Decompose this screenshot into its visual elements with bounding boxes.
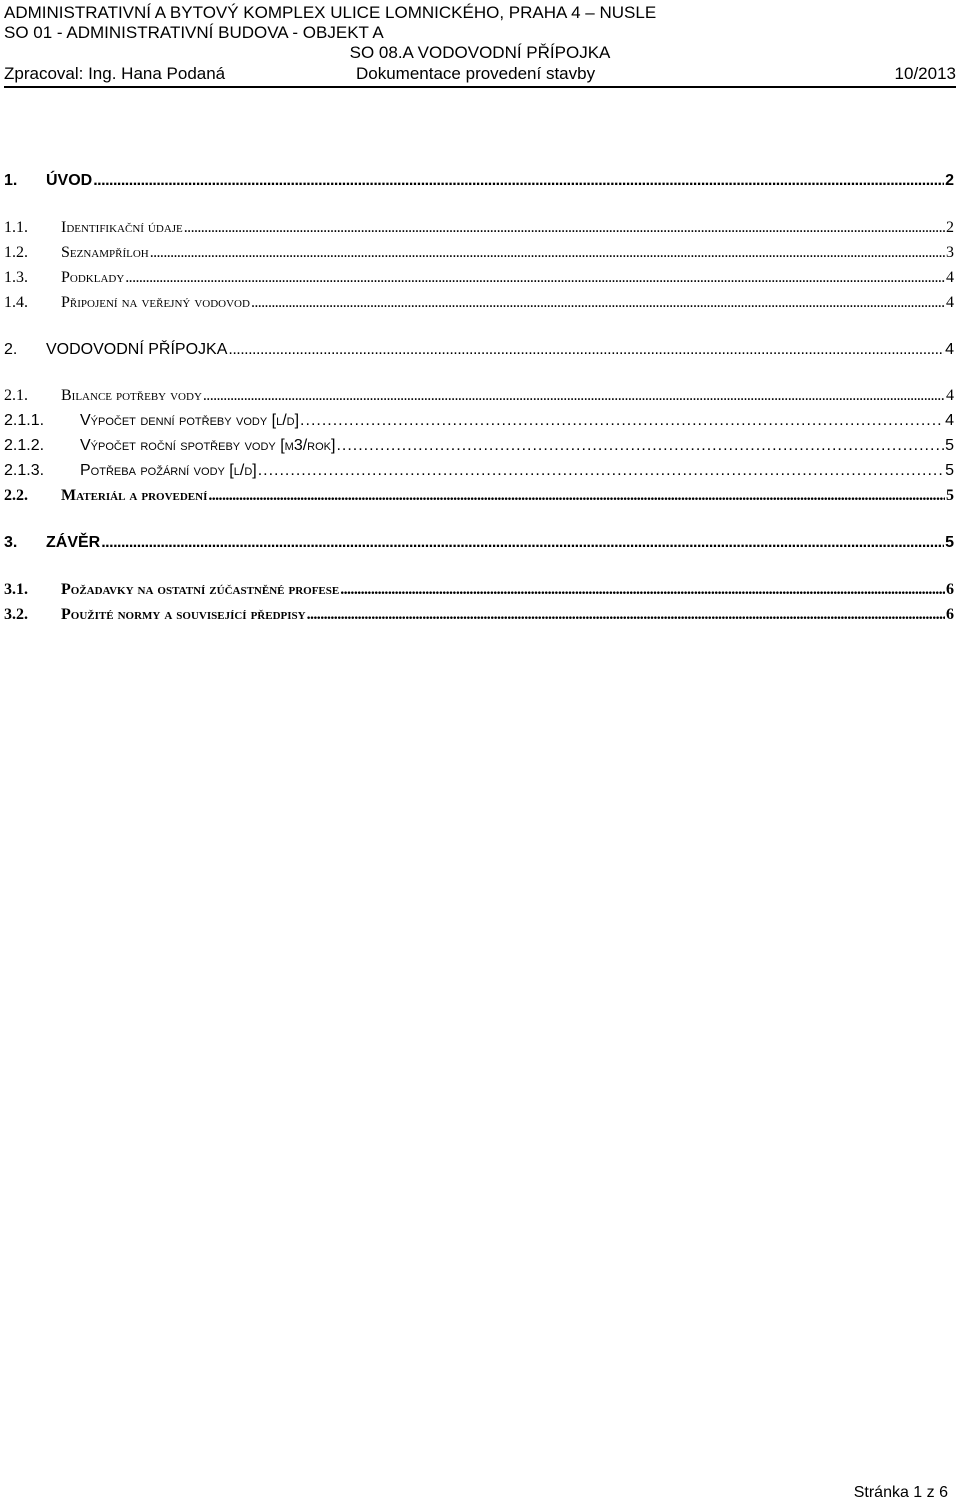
toc-leader xyxy=(203,387,945,405)
toc-leader xyxy=(340,581,945,599)
document-type: Dokumentace provedení stavby xyxy=(356,64,596,83)
toc-number: 1.4. xyxy=(4,294,28,311)
toc-page: 5 xyxy=(946,487,954,504)
page-number: Stránka 1 z 6 xyxy=(853,1484,948,1501)
toc-title: Materiál a provedení xyxy=(61,487,208,504)
toc-title: Bilance potřeby vody xyxy=(61,387,202,404)
toc-entry[interactable] xyxy=(4,337,954,359)
toc-page: 4 xyxy=(946,387,954,404)
toc-page: 4 xyxy=(946,269,954,286)
toc-page: 5 xyxy=(945,462,954,479)
section-title: SO 08.A VODOVODNÍ PŘÍPOJKA xyxy=(349,43,611,62)
toc-leader xyxy=(150,244,945,262)
toc-entry[interactable] xyxy=(4,433,954,455)
toc-entry[interactable] xyxy=(4,408,954,430)
toc-leader xyxy=(336,437,944,455)
toc-title: Identifikační údaje xyxy=(61,219,183,236)
toc-title: Podklady xyxy=(61,269,125,286)
toc-leader xyxy=(184,219,945,237)
toc-leader xyxy=(208,487,945,505)
building-title: SO 01 - ADMINISTRATIVNÍ BUDOVA - OBJEKT A xyxy=(4,23,384,42)
toc-title: Seznampříloh xyxy=(61,244,149,261)
toc-leader xyxy=(101,534,944,552)
toc-number: 2.1.3. xyxy=(4,462,45,479)
toc-entry[interactable] xyxy=(4,240,954,262)
toc-entry[interactable] xyxy=(4,215,954,237)
document-date: 10/2013 xyxy=(894,64,956,83)
toc-entry[interactable] xyxy=(4,602,954,624)
toc-page: 5 xyxy=(945,437,954,454)
header-divider xyxy=(4,86,956,88)
toc-entry[interactable] xyxy=(4,168,954,190)
toc-page: 6 xyxy=(946,581,954,598)
toc-leader xyxy=(93,172,944,190)
toc-number: 1.1. xyxy=(4,219,28,236)
toc-title: Požadavky na ostatní zúčastněné profese xyxy=(61,581,340,598)
toc-title: Výpočet denní potřeby vody [l/d] xyxy=(80,412,300,429)
toc-page: 4 xyxy=(945,341,954,358)
toc-page: 4 xyxy=(946,294,954,311)
toc-number: 1.3. xyxy=(4,269,28,286)
toc-leader xyxy=(228,341,944,359)
toc-number: 2.1.2. xyxy=(4,437,45,454)
toc-number: 1. xyxy=(4,172,18,189)
toc-entry[interactable] xyxy=(4,265,954,287)
toc-number: 1.2. xyxy=(4,244,28,261)
toc-number: 3. xyxy=(4,534,18,551)
toc-leader xyxy=(251,294,945,312)
toc-title: Připojení na veřejný vodovod xyxy=(61,294,250,311)
header-meta xyxy=(4,64,956,84)
toc-leader xyxy=(125,269,945,287)
toc-title: Použité normy a související předpisy xyxy=(61,606,306,623)
toc-entry[interactable] xyxy=(4,290,954,312)
toc-leader xyxy=(300,412,944,430)
author: Zpracoval: Ing. Hana Podaná xyxy=(4,64,226,83)
toc-entry[interactable] xyxy=(4,458,954,480)
toc-title: Potřeba požární vody [l/d] xyxy=(80,462,257,479)
toc-title: ÚVOD xyxy=(46,172,93,189)
toc-title: Výpočet roční spotřeby vody [m3/rok] xyxy=(80,437,336,454)
toc-page: 2 xyxy=(946,219,954,236)
toc-entry[interactable] xyxy=(4,383,954,405)
toc-leader xyxy=(307,606,945,624)
toc-number: 3.2. xyxy=(4,606,28,623)
toc-page: 4 xyxy=(945,412,954,429)
toc-page: 3 xyxy=(946,244,954,261)
project-title: ADMINISTRATIVNÍ A BYTOVÝ KOMPLEX ULICE LOMNICKÉHO, PRAHA 4 – NUSLE xyxy=(4,3,657,22)
toc-entry[interactable] xyxy=(4,577,954,599)
toc-leader xyxy=(258,462,944,480)
toc-entry[interactable] xyxy=(4,530,954,552)
toc-page: 5 xyxy=(945,534,954,551)
toc-number: 2.1. xyxy=(4,387,28,404)
toc-number: 2.2. xyxy=(4,487,28,504)
toc-number: 2.1.1. xyxy=(4,412,45,429)
toc-page: 2 xyxy=(945,172,954,189)
toc-number: 2. xyxy=(4,341,18,358)
toc-entry[interactable] xyxy=(4,483,954,505)
toc-page: 6 xyxy=(946,606,954,623)
toc-number: 3.1. xyxy=(4,581,28,598)
toc-title: ZÁVĚR xyxy=(46,534,101,551)
toc-title: VODOVODNÍ PŘÍPOJKA xyxy=(46,341,228,358)
